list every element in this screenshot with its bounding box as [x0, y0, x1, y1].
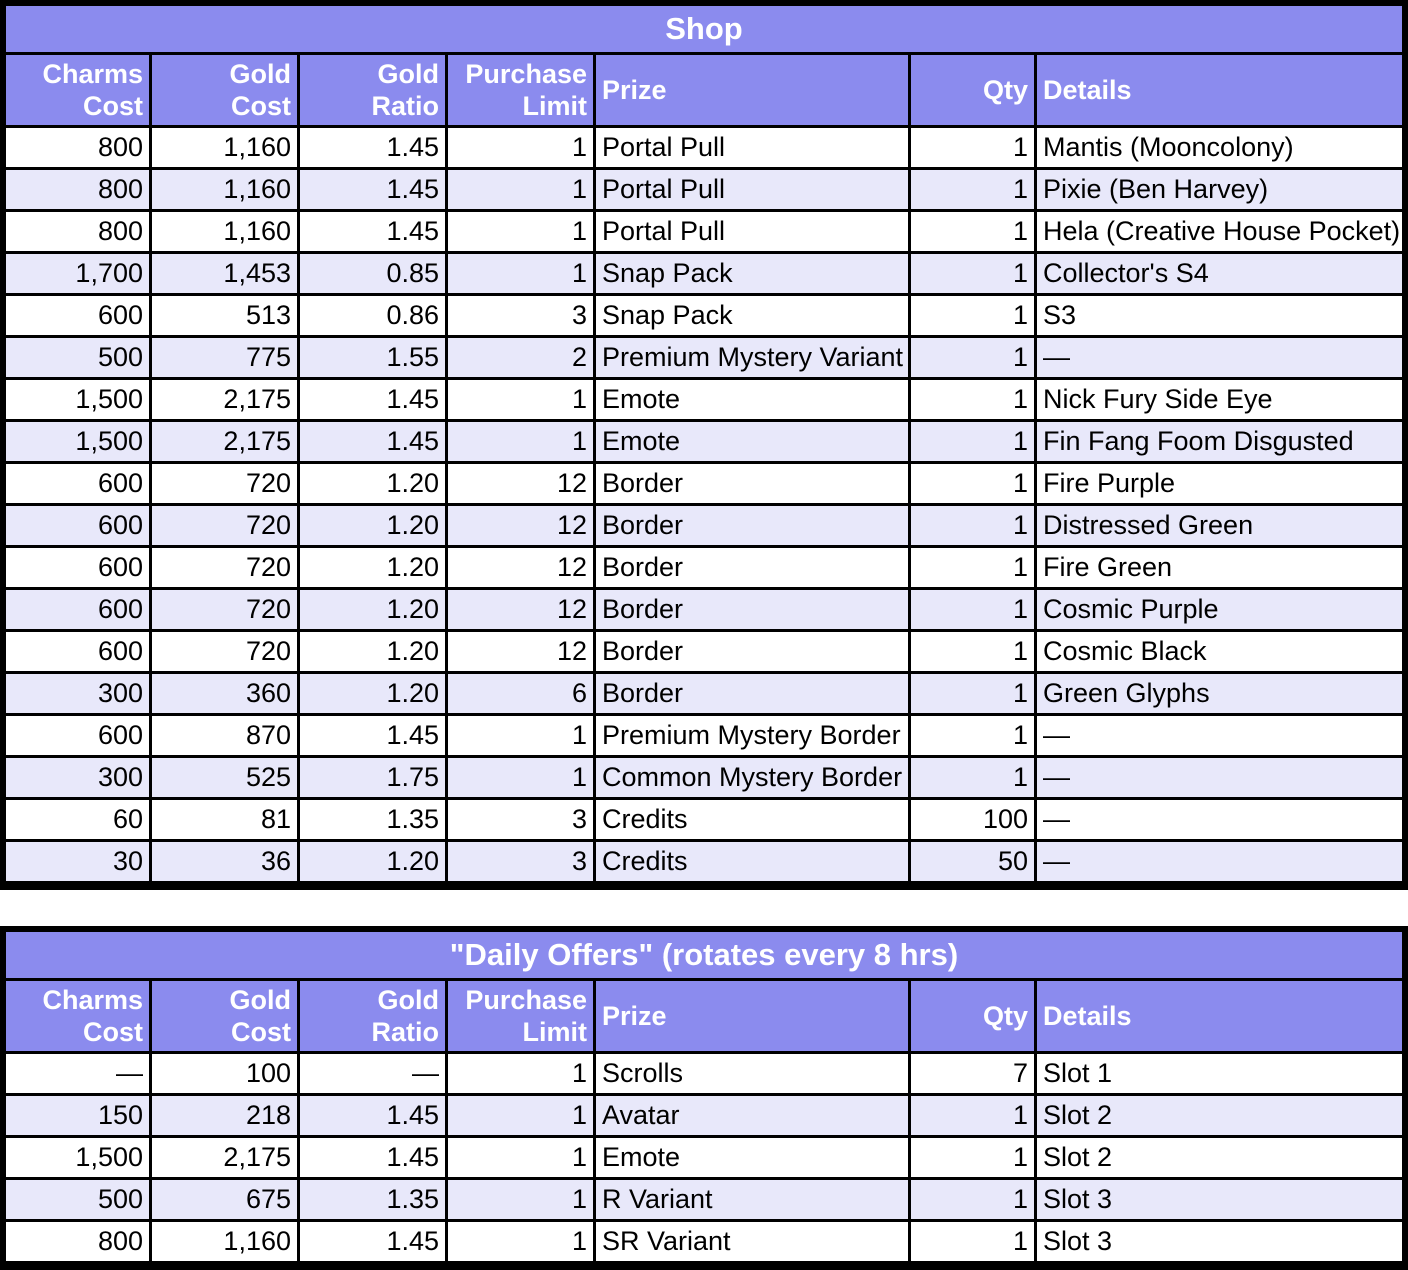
cell-gold-cost: 1,160 [152, 1222, 297, 1261]
cell-purchase-limit: 1 [448, 1138, 593, 1177]
cell-details: Fin Fang Foom Disgusted [1037, 422, 1402, 461]
table-row [6, 170, 1402, 209]
cell-purchase-limit: 1 [448, 212, 593, 251]
cell-prize: Emote [596, 380, 908, 419]
cell-details: Green Glyphs [1037, 674, 1402, 713]
cell-gold-cost: 720 [152, 632, 297, 671]
table-row [6, 1138, 1402, 1177]
cell-purchase-limit: 12 [448, 548, 593, 587]
table-row [6, 548, 1402, 587]
cell-purchase-limit: 12 [448, 632, 593, 671]
cell-prize: Credits [596, 800, 908, 839]
cell-gold-cost: 2,175 [152, 380, 297, 419]
cell-prize: SR Variant [596, 1222, 908, 1261]
cell-prize: Avatar [596, 1096, 908, 1135]
cell-charms-cost: — [6, 1054, 149, 1093]
table-row [6, 1180, 1402, 1219]
table-row [6, 212, 1402, 251]
cell-gold-ratio: 1.45 [300, 380, 445, 419]
cell-purchase-limit: 3 [448, 800, 593, 839]
cell-prize: Border [596, 506, 908, 545]
cell-prize: Common Mystery Border [596, 758, 908, 797]
cell-qty: 1 [911, 296, 1034, 335]
cell-charms-cost: 500 [6, 1180, 149, 1219]
cell-gold-cost: 720 [152, 506, 297, 545]
cell-details: Slot 3 [1037, 1180, 1402, 1219]
cell-gold-ratio: — [300, 1054, 445, 1093]
cell-qty: 1 [911, 1222, 1034, 1261]
shop-table-body [6, 128, 1402, 881]
cell-gold-ratio: 1.20 [300, 506, 445, 545]
cell-gold-cost: 775 [152, 338, 297, 377]
cell-purchase-limit: 1 [448, 1222, 593, 1261]
header-purchase-limit: Purchase Limit [448, 55, 593, 125]
cell-gold-cost: 36 [152, 842, 297, 881]
cell-gold-cost: 525 [152, 758, 297, 797]
cell-charms-cost: 800 [6, 128, 149, 167]
cell-details: Slot 2 [1037, 1138, 1402, 1177]
cell-charms-cost: 600 [6, 464, 149, 503]
cell-prize: Snap Pack [596, 254, 908, 293]
cell-qty: 1 [911, 632, 1034, 671]
shop-title: Shop [6, 6, 1402, 52]
cell-details: Hela (Creative House Pocket) [1037, 212, 1402, 251]
table-row [6, 758, 1402, 797]
table-row [6, 674, 1402, 713]
cell-qty: 1 [911, 1138, 1034, 1177]
table-row [6, 254, 1402, 293]
cell-charms-cost: 150 [6, 1096, 149, 1135]
cell-purchase-limit: 1 [448, 1096, 593, 1135]
cell-purchase-limit: 1 [448, 254, 593, 293]
cell-gold-ratio: 1.45 [300, 170, 445, 209]
header-prize: Prize [596, 55, 908, 125]
cell-gold-cost: 1,160 [152, 212, 297, 251]
cell-purchase-limit: 1 [448, 422, 593, 461]
header-charms-cost: Charms Cost [6, 981, 149, 1051]
cell-qty: 1 [911, 422, 1034, 461]
cell-gold-ratio: 1.45 [300, 128, 445, 167]
cell-qty: 1 [911, 1096, 1034, 1135]
cell-charms-cost: 1,500 [6, 380, 149, 419]
cell-purchase-limit: 1 [448, 1180, 593, 1219]
cell-purchase-limit: 1 [448, 758, 593, 797]
header-purchase-limit: Purchase Limit [448, 981, 593, 1051]
header-prize: Prize [596, 981, 908, 1051]
cell-gold-cost: 360 [152, 674, 297, 713]
cell-qty: 1 [911, 548, 1034, 587]
cell-prize: Scrolls [596, 1054, 908, 1093]
cell-prize: Border [596, 464, 908, 503]
cell-charms-cost: 30 [6, 842, 149, 881]
cell-gold-ratio: 0.86 [300, 296, 445, 335]
cell-details: Slot 1 [1037, 1054, 1402, 1093]
cell-gold-ratio: 1.20 [300, 548, 445, 587]
cell-gold-ratio: 1.20 [300, 590, 445, 629]
cell-charms-cost: 600 [6, 296, 149, 335]
cell-prize: R Variant [596, 1180, 908, 1219]
table-row [6, 380, 1402, 419]
daily-offers-table [0, 926, 1408, 1270]
cell-gold-ratio: 1.45 [300, 1138, 445, 1177]
table-row [6, 800, 1402, 839]
cell-qty: 1 [911, 212, 1034, 251]
cell-qty: 1 [911, 128, 1034, 167]
cell-details: Collector's S4 [1037, 254, 1402, 293]
cell-details: — [1037, 758, 1402, 797]
cell-qty: 1 [911, 1180, 1034, 1219]
cell-gold-ratio: 1.35 [300, 800, 445, 839]
cell-details: Mantis (Mooncolony) [1037, 128, 1402, 167]
cell-details: Slot 3 [1037, 1222, 1402, 1261]
cell-purchase-limit: 3 [448, 296, 593, 335]
cell-prize: Premium Mystery Border [596, 716, 908, 755]
cell-charms-cost: 800 [6, 1222, 149, 1261]
cell-gold-cost: 100 [152, 1054, 297, 1093]
table-row [6, 422, 1402, 461]
cell-gold-ratio: 1.45 [300, 1096, 445, 1135]
daily-table-body [6, 1054, 1402, 1261]
cell-prize: Portal Pull [596, 128, 908, 167]
table-row [6, 128, 1402, 167]
cell-details: — [1037, 716, 1402, 755]
cell-purchase-limit: 1 [448, 170, 593, 209]
cell-qty: 100 [911, 800, 1034, 839]
cell-charms-cost: 600 [6, 506, 149, 545]
header-charms-cost: Charms Cost [6, 55, 149, 125]
table-row [6, 296, 1402, 335]
cell-purchase-limit: 2 [448, 338, 593, 377]
shop-header-row [6, 55, 1402, 125]
cell-charms-cost: 1,500 [6, 1138, 149, 1177]
table-row [6, 464, 1402, 503]
cell-gold-cost: 1,160 [152, 128, 297, 167]
header-gold-ratio: Gold Ratio [300, 981, 445, 1051]
cell-qty: 7 [911, 1054, 1034, 1093]
cell-purchase-limit: 1 [448, 1054, 593, 1093]
table-row [6, 590, 1402, 629]
cell-purchase-limit: 6 [448, 674, 593, 713]
cell-prize: Portal Pull [596, 212, 908, 251]
table-row [6, 1222, 1402, 1261]
cell-charms-cost: 600 [6, 548, 149, 587]
cell-details: — [1037, 842, 1402, 881]
cell-gold-ratio: 0.85 [300, 254, 445, 293]
cell-prize: Border [596, 674, 908, 713]
cell-charms-cost: 60 [6, 800, 149, 839]
cell-purchase-limit: 1 [448, 716, 593, 755]
cell-qty: 1 [911, 716, 1034, 755]
cell-prize: Border [596, 590, 908, 629]
header-gold-cost: Gold Cost [152, 981, 297, 1051]
cell-gold-ratio: 1.20 [300, 674, 445, 713]
cell-prize: Emote [596, 1138, 908, 1177]
cell-details: Cosmic Black [1037, 632, 1402, 671]
cell-gold-cost: 81 [152, 800, 297, 839]
cell-details: Distressed Green [1037, 506, 1402, 545]
cell-qty: 1 [911, 338, 1034, 377]
cell-prize: Credits [596, 842, 908, 881]
cell-details: Fire Purple [1037, 464, 1402, 503]
cell-gold-ratio: 1.75 [300, 758, 445, 797]
cell-gold-cost: 720 [152, 590, 297, 629]
cell-gold-ratio: 1.35 [300, 1180, 445, 1219]
cell-gold-ratio: 1.20 [300, 464, 445, 503]
header-qty: Qty [911, 981, 1034, 1051]
cell-charms-cost: 600 [6, 632, 149, 671]
table-row [6, 716, 1402, 755]
table-row [6, 1054, 1402, 1093]
cell-charms-cost: 600 [6, 716, 149, 755]
cell-details: S3 [1037, 296, 1402, 335]
cell-details: Pixie (Ben Harvey) [1037, 170, 1402, 209]
cell-charms-cost: 1,500 [6, 422, 149, 461]
cell-qty: 1 [911, 758, 1034, 797]
cell-prize: Emote [596, 422, 908, 461]
cell-purchase-limit: 12 [448, 464, 593, 503]
table-row [6, 338, 1402, 377]
cell-prize: Border [596, 632, 908, 671]
cell-purchase-limit: 12 [448, 590, 593, 629]
cell-gold-cost: 1,160 [152, 170, 297, 209]
cell-gold-ratio: 1.45 [300, 422, 445, 461]
cell-charms-cost: 500 [6, 338, 149, 377]
cell-charms-cost: 600 [6, 590, 149, 629]
table-row [6, 1096, 1402, 1135]
cell-purchase-limit: 1 [448, 128, 593, 167]
header-qty: Qty [911, 55, 1034, 125]
cell-purchase-limit: 1 [448, 380, 593, 419]
cell-purchase-limit: 12 [448, 506, 593, 545]
cell-gold-cost: 870 [152, 716, 297, 755]
cell-qty: 1 [911, 464, 1034, 503]
cell-qty: 1 [911, 674, 1034, 713]
header-details: Details [1037, 55, 1402, 125]
header-details: Details [1037, 981, 1402, 1051]
cell-qty: 1 [911, 170, 1034, 209]
table-row [6, 506, 1402, 545]
cell-charms-cost: 800 [6, 170, 149, 209]
cell-qty: 1 [911, 254, 1034, 293]
cell-gold-ratio: 1.45 [300, 1222, 445, 1261]
header-gold-ratio: Gold Ratio [300, 55, 445, 125]
cell-prize: Border [596, 548, 908, 587]
cell-gold-cost: 218 [152, 1096, 297, 1135]
cell-details: — [1037, 338, 1402, 377]
cell-details: Nick Fury Side Eye [1037, 380, 1402, 419]
daily-offers-title: "Daily Offers" (rotates every 8 hrs) [6, 932, 1402, 978]
cell-qty: 1 [911, 590, 1034, 629]
daily-header-row [6, 981, 1402, 1051]
cell-gold-ratio: 1.45 [300, 212, 445, 251]
cell-details: Slot 2 [1037, 1096, 1402, 1135]
cell-gold-cost: 675 [152, 1180, 297, 1219]
header-gold-cost: Gold Cost [152, 55, 297, 125]
cell-gold-cost: 513 [152, 296, 297, 335]
table-row [6, 842, 1402, 881]
cell-gold-cost: 2,175 [152, 422, 297, 461]
cell-prize: Snap Pack [596, 296, 908, 335]
cell-gold-cost: 1,453 [152, 254, 297, 293]
cell-details: Cosmic Purple [1037, 590, 1402, 629]
cell-qty: 50 [911, 842, 1034, 881]
cell-details: — [1037, 800, 1402, 839]
cell-qty: 1 [911, 380, 1034, 419]
cell-gold-ratio: 1.20 [300, 632, 445, 671]
cell-charms-cost: 300 [6, 674, 149, 713]
cell-charms-cost: 300 [6, 758, 149, 797]
cell-qty: 1 [911, 506, 1034, 545]
table-row [6, 632, 1402, 671]
cell-prize: Premium Mystery Variant [596, 338, 908, 377]
cell-purchase-limit: 3 [448, 842, 593, 881]
cell-gold-ratio: 1.20 [300, 842, 445, 881]
cell-prize: Portal Pull [596, 170, 908, 209]
cell-gold-cost: 720 [152, 548, 297, 587]
cell-gold-ratio: 1.45 [300, 716, 445, 755]
cell-gold-cost: 720 [152, 464, 297, 503]
cell-gold-cost: 2,175 [152, 1138, 297, 1177]
cell-charms-cost: 1,700 [6, 254, 149, 293]
cell-details: Fire Green [1037, 548, 1402, 587]
cell-gold-ratio: 1.55 [300, 338, 445, 377]
cell-charms-cost: 800 [6, 212, 149, 251]
